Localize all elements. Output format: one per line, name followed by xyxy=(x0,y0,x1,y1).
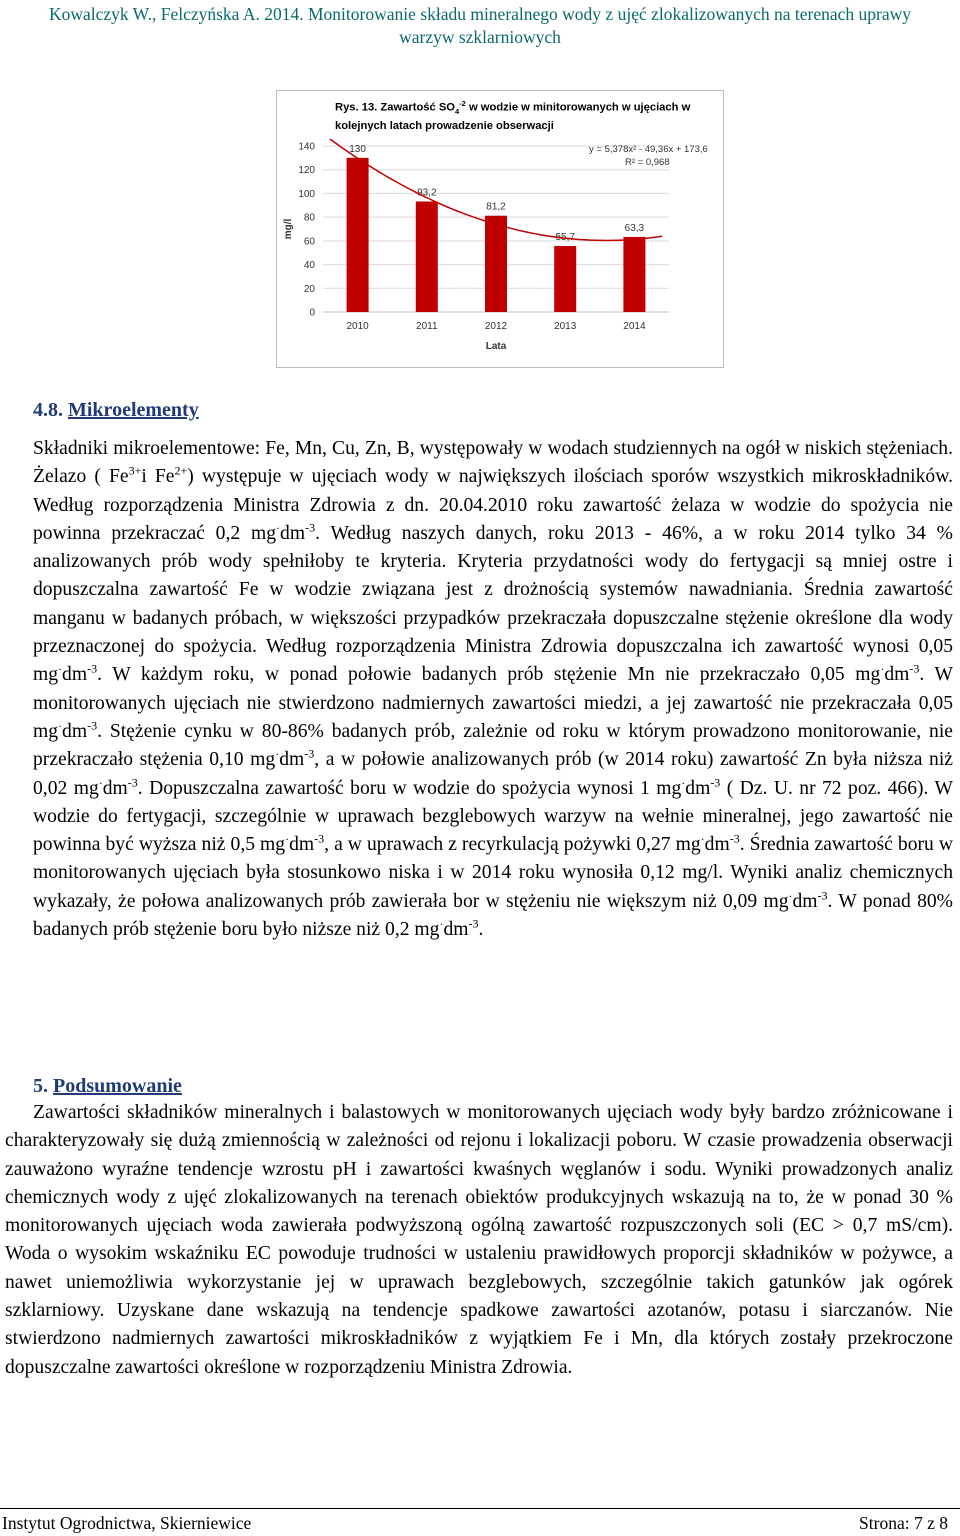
figure-13 xyxy=(276,90,724,368)
text-run: , a w połowie analizowanych prób (w 2014 roku) zawartość Zn była niższa niż 0,02 mg xyxy=(33,749,953,799)
text-run: . xyxy=(478,919,484,941)
section-number: 5. xyxy=(33,1075,48,1097)
y-tick-label: 120 xyxy=(298,165,315,177)
text-run: . Według naszych danych, roku 2013 - 46%, a w roku 2014 tylko 34 % analizowanych prób wody spełniłoby te kryteria. Kryteria przydatności wody do fertygacji są mniej ostre i dopuszczalna zawartość Fe w wodzie związana jest z drożnością systemów nawadniania. Średnia zawartość manganu w badanych próbach, w większości przypadków przekraczała dopuszczalne stężenie określone dla wody przeznaczonej do spożycia. Według rozporządzenia Ministra Zdrowia dopuszczalna ich zawartość wynosi 0,05 mg xyxy=(33,522,953,686)
exponent: -3 xyxy=(305,520,316,535)
exponent: -3 xyxy=(468,916,479,931)
caption-prefix: Rys. 13. Zawartość SO xyxy=(335,101,456,114)
exponent: -3 xyxy=(127,775,138,790)
text-run: ) występuje w ujęciach wody w największych ilościach sporów wszystkich mikroskładników. Według rozporządzenia Ministra Zdrowia z dn. 20.04.2010 roku zawartość żelaza w wodzie do spożycia nie powinna przekraczać 0,2 mg xyxy=(33,466,953,544)
multiply-dot: · xyxy=(700,832,705,847)
text-run: , a w uprawach z recyrkulacją pożywki 0,27 mg xyxy=(324,834,701,856)
exponent: -3 xyxy=(817,888,828,903)
data-label-2011: 93,2 xyxy=(417,187,437,199)
x-tick-label: 2010 xyxy=(346,321,369,332)
y-tick-label: 40 xyxy=(303,260,315,272)
multiply-dot: · xyxy=(98,775,103,790)
paragraph-summary: Zawartości składników mineralnych i balastowych w monitorowanych ujęciach wody były bardzo zróżnicowane i charakteryzowały się dużą zmiennością w zależności od rejonu i lokalizacji poboru. W czasie prowadzenia obserwacji zauważono wyraźne tendencje wzrostu pH i zawartości kwaśnych węglanów i sodu. Wyniki prowadzonych analiz chemicznych wody z ujęć zlokalizowanych na terenach obiektów produkcyjnych wskazują na to, że w ponad 30 % monitorowanych ujęciach woda zawierała podwyższoną ogólną zawartość rozpuszczonych soli (EC > 0,7 mS/cm). Woda o wysokim wskaźniku EC powoduje trudności w ustaleniu prawidłowych proporcji składników w pożywce, a nawet uniemożliwia wykorzystanie jej w uprawach bezglebowych, szczególnie takich gatunków jak ogórek szklarniowy. Uzyskane dane wskazują na tendencje spadkowe zawartości azotanów, potasu i siarczanów. Nie stwierdzono nadmiernych zawartości mikroskładników z wyjątkiem Fe i Mn, dla których zostały przekroczone dopuszczalne zawartości określone w rozporządzeniu Ministra Zdrowia. xyxy=(5,1102,953,1378)
paragraph-microelements xyxy=(33,435,953,944)
y-axis-title: mg/l xyxy=(283,218,294,240)
x-tick-label: 2013 xyxy=(554,321,577,332)
unit: dm xyxy=(704,834,730,856)
y-tick-label: 20 xyxy=(303,283,315,295)
multiply-dot: · xyxy=(275,747,280,762)
superscript: 2+ xyxy=(174,463,188,478)
footer-page-number: Strona: 7 z 8 xyxy=(859,1513,948,1533)
data-label-2010: 130 xyxy=(349,143,366,155)
footer-institution: Instytut Ogrodnictwa, Skierniewice xyxy=(2,1513,252,1533)
superscript: 3+ xyxy=(128,463,142,478)
unit: dm xyxy=(685,777,711,799)
text-run: . Stężenie cynku w 80-86% badanych prób, zależnie od roku w którym prowadzono monitorowanie, nie przekraczało stężenia 0,10 mg xyxy=(33,720,953,771)
text-run: . W monitorowanych ujęciach nie stwierdzono nadmiernych zawartości miedzi, a jej zawartość nie przekraczała 0,05 mg xyxy=(33,664,953,742)
running-header-line1: Kowalczyk W., Felczyńska A. 2014. Monitorowanie składu mineralnego wody z ujęć zlokalizowanych na terenach uprawy xyxy=(48,4,912,24)
unit: dm xyxy=(792,890,818,912)
unit: dm xyxy=(443,919,469,941)
y-tick-label: 0 xyxy=(309,307,315,319)
figure-caption xyxy=(335,97,705,133)
bar-2010 xyxy=(347,158,369,312)
text-run: . W ponad 80% badanych prób stężenie boru było niższe niż 0,2 mg xyxy=(33,890,953,941)
unit: dm xyxy=(62,720,88,742)
section-title: Mikroelementy xyxy=(68,399,199,421)
exponent: -3 xyxy=(710,775,721,790)
x-tick-label: 2011 xyxy=(416,321,438,332)
bar-2014 xyxy=(623,237,645,312)
bar-2011 xyxy=(416,201,438,312)
section-number: 4.8. xyxy=(33,399,63,421)
unit: dm xyxy=(279,749,305,771)
unit: dm xyxy=(62,664,88,686)
exponent: -3 xyxy=(314,831,325,846)
trend-equation: y = 5,378x² - 49,36x + 173,6 xyxy=(589,144,708,155)
bar-2013 xyxy=(554,246,576,312)
trend-r-squared: R² = 0,968 xyxy=(625,157,670,168)
caption-sub: 4 xyxy=(455,106,460,116)
unit: dm xyxy=(289,834,315,856)
unit: dm xyxy=(884,664,910,686)
y-tick-label: 140 xyxy=(298,141,315,153)
text-run: . Średnia zawartość boru w monitorowanych ujęciach była stosunkowo niska i w 2014 roku wynosiła 0,12 mg/l. Wyniki analiz chemicznych wykazały, że połowa analizowanych prób zawierała bor w stężeniu nie większym niż 0,09 mg xyxy=(33,834,953,912)
data-label-2013: 55,7 xyxy=(555,231,575,243)
caption-suffix: w wodzie w minitorowanych w ujęciach w kolejnych latach prowadzenie obserwacji xyxy=(335,101,691,132)
text-run: . Dopuszczalna zawartość boru w wodzie do spożycia wynosi 1 mg xyxy=(137,777,682,799)
text-run: . W każdym roku, w ponad połowie badanych prób stężenie Mn nie przekraczało 0,05 mg xyxy=(97,664,881,686)
text-run: ( Dz. U. nr 72 poz. 466). W wodzie do fertygacji, szczególnie w uprawach bezglebowych warzyw na wełnie mineralnej, jego zawartość nie powinna być wyższa niż 0,5 mg xyxy=(33,777,953,856)
multiply-dot: · xyxy=(681,775,686,790)
multiply-dot: · xyxy=(439,917,444,932)
caption-sup: -2 xyxy=(459,99,466,108)
y-tick-label: 60 xyxy=(303,236,315,248)
footer-rule xyxy=(0,1508,960,1509)
running-header xyxy=(0,3,960,49)
x-axis-title: Lata xyxy=(485,341,507,352)
multiply-dot: · xyxy=(285,832,290,847)
text-run: Składniki mikroelementowe: Fe, Mn, Cu, Zn, B, występowały w wodach studziennych na ogół w niskich stężeniach. Żelazo ( Fe xyxy=(33,438,953,488)
x-tick-label: 2014 xyxy=(623,321,646,332)
multiply-dot: · xyxy=(58,662,63,677)
section-title: Podsumowanie xyxy=(53,1075,182,1097)
exponent: -3 xyxy=(304,746,315,761)
data-label-2014: 63,3 xyxy=(624,222,645,234)
section-heading-4-8 xyxy=(33,397,199,423)
data-label-2012: 81,2 xyxy=(486,201,506,213)
section-heading-5 xyxy=(33,1073,182,1099)
text-run: i Fe xyxy=(141,466,175,488)
bar-2012 xyxy=(485,216,507,312)
exponent: -3 xyxy=(909,661,920,676)
multiply-dot: · xyxy=(880,662,885,677)
multiply-dot: · xyxy=(788,888,793,903)
y-tick-label: 80 xyxy=(303,212,315,224)
multiply-dot: · xyxy=(276,520,281,535)
x-tick-label: 2012 xyxy=(484,321,508,332)
unit: dm xyxy=(102,777,128,799)
exponent: -3 xyxy=(87,661,98,676)
exponent: -3 xyxy=(87,718,98,733)
y-tick-label: 100 xyxy=(298,188,315,200)
multiply-dot: · xyxy=(58,718,63,733)
unit: dm xyxy=(280,522,306,544)
exponent: -3 xyxy=(729,831,740,846)
running-header-line2: warzyw szklarniowych xyxy=(399,27,561,47)
